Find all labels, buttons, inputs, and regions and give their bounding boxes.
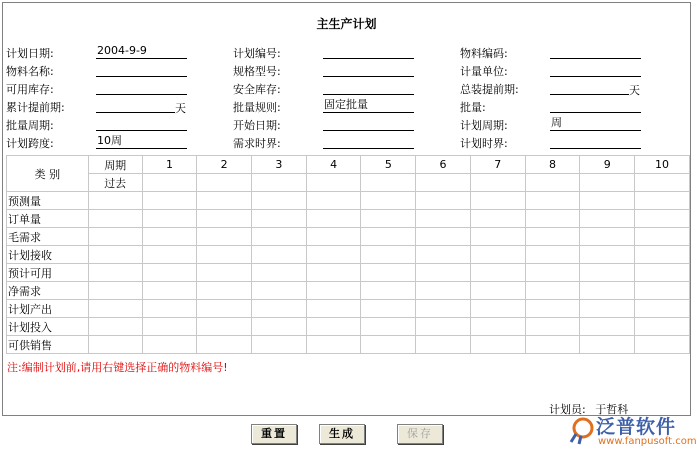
row-label: 净需求 [7,282,89,300]
batch-label: 批量: [460,101,486,114]
material-name-label: 物料名称: [6,65,54,78]
grid-cell[interactable] [470,228,525,246]
plan-period-label: 计划周期: [460,119,508,132]
plan-span-field[interactable]: 10周 [96,134,187,149]
grid-cell[interactable] [306,174,361,192]
logo-url: www.fanpusoft.com [598,436,697,447]
row-label: 毛需求 [7,228,89,246]
grid-cell[interactable] [525,192,580,210]
grid-cell[interactable] [470,246,525,264]
row-label: 计划投入 [7,318,89,336]
grid-cell[interactable] [361,192,416,210]
grid-cell[interactable] [197,282,252,300]
period-col-1: 1 [142,156,197,174]
available-stock-label: 可用库存: [6,83,54,96]
material-code-field[interactable] [550,44,641,59]
grid-cell[interactable] [142,246,197,264]
logo-name: 泛普软件 [596,416,677,438]
grid-cell[interactable] [197,228,252,246]
save-button[interactable]: 保存 [397,424,443,444]
grid-cell[interactable] [142,174,197,192]
grid-cell[interactable] [635,192,690,210]
grid-cell[interactable] [306,246,361,264]
grid-cell[interactable] [635,228,690,246]
period-col-3: 3 [252,156,307,174]
table-row [7,210,690,228]
grid-cell[interactable] [197,264,252,282]
grid-cell[interactable] [306,228,361,246]
start-date-field[interactable] [323,116,414,131]
grid-cell[interactable] [416,264,471,282]
grid-subheader-row [7,174,690,192]
table-row [7,264,690,282]
category-header: 类 别 [7,156,89,192]
grid-cell[interactable] [635,300,690,318]
grid-cell[interactable] [142,318,197,336]
period-col-6: 6 [416,156,471,174]
table-row [7,336,690,354]
grid-cell[interactable] [252,174,307,192]
grid-cell[interactable] [525,210,580,228]
period-col-7: 7 [470,156,525,174]
planner-label: 计划员: [549,403,586,416]
period-col-8: 8 [525,156,580,174]
plan-no-label: 计划编号: [233,47,281,60]
plan-grid [6,155,690,354]
demand-fence-field[interactable] [323,134,414,149]
past-header: 过去 [88,174,142,192]
grid-cell[interactable] [361,246,416,264]
grid-cell[interactable] [142,192,197,210]
plan-period-field[interactable]: 周 [550,116,641,131]
grid-cell[interactable] [635,246,690,264]
grid-cell[interactable] [416,228,471,246]
grid-cell[interactable] [197,192,252,210]
grid-cell[interactable] [635,174,690,192]
grid-cell[interactable] [361,210,416,228]
grid-cell[interactable] [142,300,197,318]
assembly-lead-unit: 天 [629,84,640,97]
grid-cell[interactable] [252,210,307,228]
batch-field[interactable] [550,98,641,113]
grid-cell[interactable] [252,336,307,354]
page-title: 主生产计划 [316,17,377,31]
table-row [7,282,690,300]
grid-cell[interactable] [525,246,580,264]
material-code-label: 物料编码: [460,47,508,60]
safety-stock-label: 安全库存: [233,83,281,96]
row-label: 计划接收 [7,246,89,264]
period-header: 周期 [88,156,142,174]
grid-cell[interactable] [470,282,525,300]
grid-cell[interactable] [252,246,307,264]
cum-lead-field[interactable] [96,98,175,113]
table-row [7,300,690,318]
grid-cell[interactable] [252,192,307,210]
grid-cell[interactable] [580,192,635,210]
table-row [7,246,690,264]
demand-fence-label: 需求时界: [233,137,281,150]
grid-cell[interactable] [197,336,252,354]
grid-cell[interactable] [470,192,525,210]
safety-stock-field[interactable] [323,80,414,95]
grid-cell[interactable] [361,174,416,192]
grid-cell[interactable] [470,210,525,228]
grid-cell[interactable] [525,264,580,282]
row-label: 订单量 [7,210,89,228]
grid-cell[interactable] [416,282,471,300]
grid-cell[interactable] [361,336,416,354]
grid-cell[interactable] [197,300,252,318]
grid-cell[interactable] [252,318,307,336]
grid-cell[interactable] [252,282,307,300]
grid-cell[interactable] [142,282,197,300]
grid-cell[interactable] [525,228,580,246]
grid-cell[interactable] [580,282,635,300]
warning-note: 注:编制计划前,请用右键选择正确的物料编号! [7,361,228,374]
available-stock-field[interactable] [96,80,187,95]
grid-cell[interactable] [306,192,361,210]
grid-cell[interactable] [88,228,142,246]
period-col-5: 5 [361,156,416,174]
reset-button[interactable]: 重置 [251,424,297,444]
plan-no-field[interactable] [323,44,414,59]
grid-cell[interactable] [197,318,252,336]
grid-cell[interactable] [470,318,525,336]
material-name-field[interactable] [96,62,187,77]
row-label: 预测量 [7,192,89,210]
grid-cell[interactable] [306,318,361,336]
grid-cell[interactable] [361,264,416,282]
grid-cell[interactable] [361,282,416,300]
grid-cell[interactable] [88,210,142,228]
grid-cell[interactable] [416,192,471,210]
grid-cell[interactable] [306,336,361,354]
grid-cell[interactable] [416,318,471,336]
spec-field[interactable] [323,62,414,77]
grid-cell[interactable] [142,228,197,246]
grid-cell[interactable] [470,300,525,318]
plan-fence-label: 计划时界: [460,137,508,150]
table-row [7,192,690,210]
grid-cell[interactable] [580,336,635,354]
grid-cell[interactable] [416,246,471,264]
grid-cell[interactable] [252,228,307,246]
grid-cell[interactable] [470,174,525,192]
grid-cell[interactable] [525,318,580,336]
grid-cell[interactable] [88,318,142,336]
batch-rule-field[interactable]: 固定批量 [323,98,414,113]
grid-cell[interactable] [525,336,580,354]
batch-period-label: 批量周期: [6,119,54,132]
plan-date-field[interactable]: 2004-9-9 [96,44,187,59]
grid-cell[interactable] [88,264,142,282]
grid-cell[interactable] [635,210,690,228]
grid-header-row [7,156,690,174]
grid-cell[interactable] [142,336,197,354]
start-date-label: 开始日期: [233,119,281,132]
plan-fence-field[interactable] [550,134,641,149]
grid-cell[interactable] [580,264,635,282]
grid-cell[interactable] [580,318,635,336]
grid-cell[interactable] [416,300,471,318]
assembly-lead-label: 总装提前期: [460,83,519,96]
grid-cell[interactable] [525,174,580,192]
period-col-10: 10 [635,156,690,174]
spec-label: 规格型号: [233,65,281,78]
grid-cell[interactable] [306,282,361,300]
period-col-2: 2 [197,156,252,174]
grid-cell[interactable] [252,300,307,318]
grid-cell[interactable] [361,318,416,336]
unit-label: 计量单位: [460,65,508,78]
grid-cell[interactable] [580,210,635,228]
grid-cell[interactable] [416,174,471,192]
grid-cell[interactable] [416,336,471,354]
grid-cell[interactable] [525,300,580,318]
grid-cell[interactable] [525,282,580,300]
grid-cell[interactable] [361,228,416,246]
grid-cell[interactable] [197,174,252,192]
plan-date-label: 计划日期: [6,47,54,60]
cum-lead-label: 累计提前期: [6,101,65,114]
grid-cell[interactable] [306,210,361,228]
period-col-9: 9 [580,156,635,174]
grid-cell[interactable] [580,246,635,264]
grid-cell[interactable] [470,264,525,282]
unit-field[interactable] [550,62,641,77]
row-label: 可供销售 [7,336,89,354]
grid-cell[interactable] [635,336,690,354]
grid-cell[interactable] [88,282,142,300]
grid-cell[interactable] [635,264,690,282]
table-row [7,318,690,336]
assembly-lead-field[interactable] [550,80,629,95]
grid-cell[interactable] [361,300,416,318]
grid-cell[interactable] [580,174,635,192]
grid-cell[interactable] [416,210,471,228]
row-label: 计划产出 [7,300,89,318]
generate-button[interactable]: 生成 [319,424,365,444]
grid-cell[interactable] [197,210,252,228]
planner-name: 于哲科 [595,403,629,416]
period-col-4: 4 [306,156,361,174]
plan-panel [2,2,691,416]
grid-cell[interactable] [306,264,361,282]
grid-cell[interactable] [580,300,635,318]
batch-period-field[interactable] [96,116,187,131]
grid-cell[interactable] [635,318,690,336]
grid-cell[interactable] [306,300,361,318]
grid-cell[interactable] [142,210,197,228]
grid-cell[interactable] [635,282,690,300]
grid-cell[interactable] [197,246,252,264]
grid-cell[interactable] [252,264,307,282]
grid-cell[interactable] [88,300,142,318]
grid-cell[interactable] [88,246,142,264]
grid-cell[interactable] [142,264,197,282]
grid-cell[interactable] [88,192,142,210]
grid-cell[interactable] [470,336,525,354]
row-label: 预计可用 [7,264,89,282]
plan-span-label: 计划跨度: [6,137,54,150]
cum-lead-unit: 天 [175,102,186,115]
batch-rule-label: 批量规则: [233,101,281,114]
table-row [7,228,690,246]
grid-cell[interactable] [580,228,635,246]
grid-cell[interactable] [88,336,142,354]
